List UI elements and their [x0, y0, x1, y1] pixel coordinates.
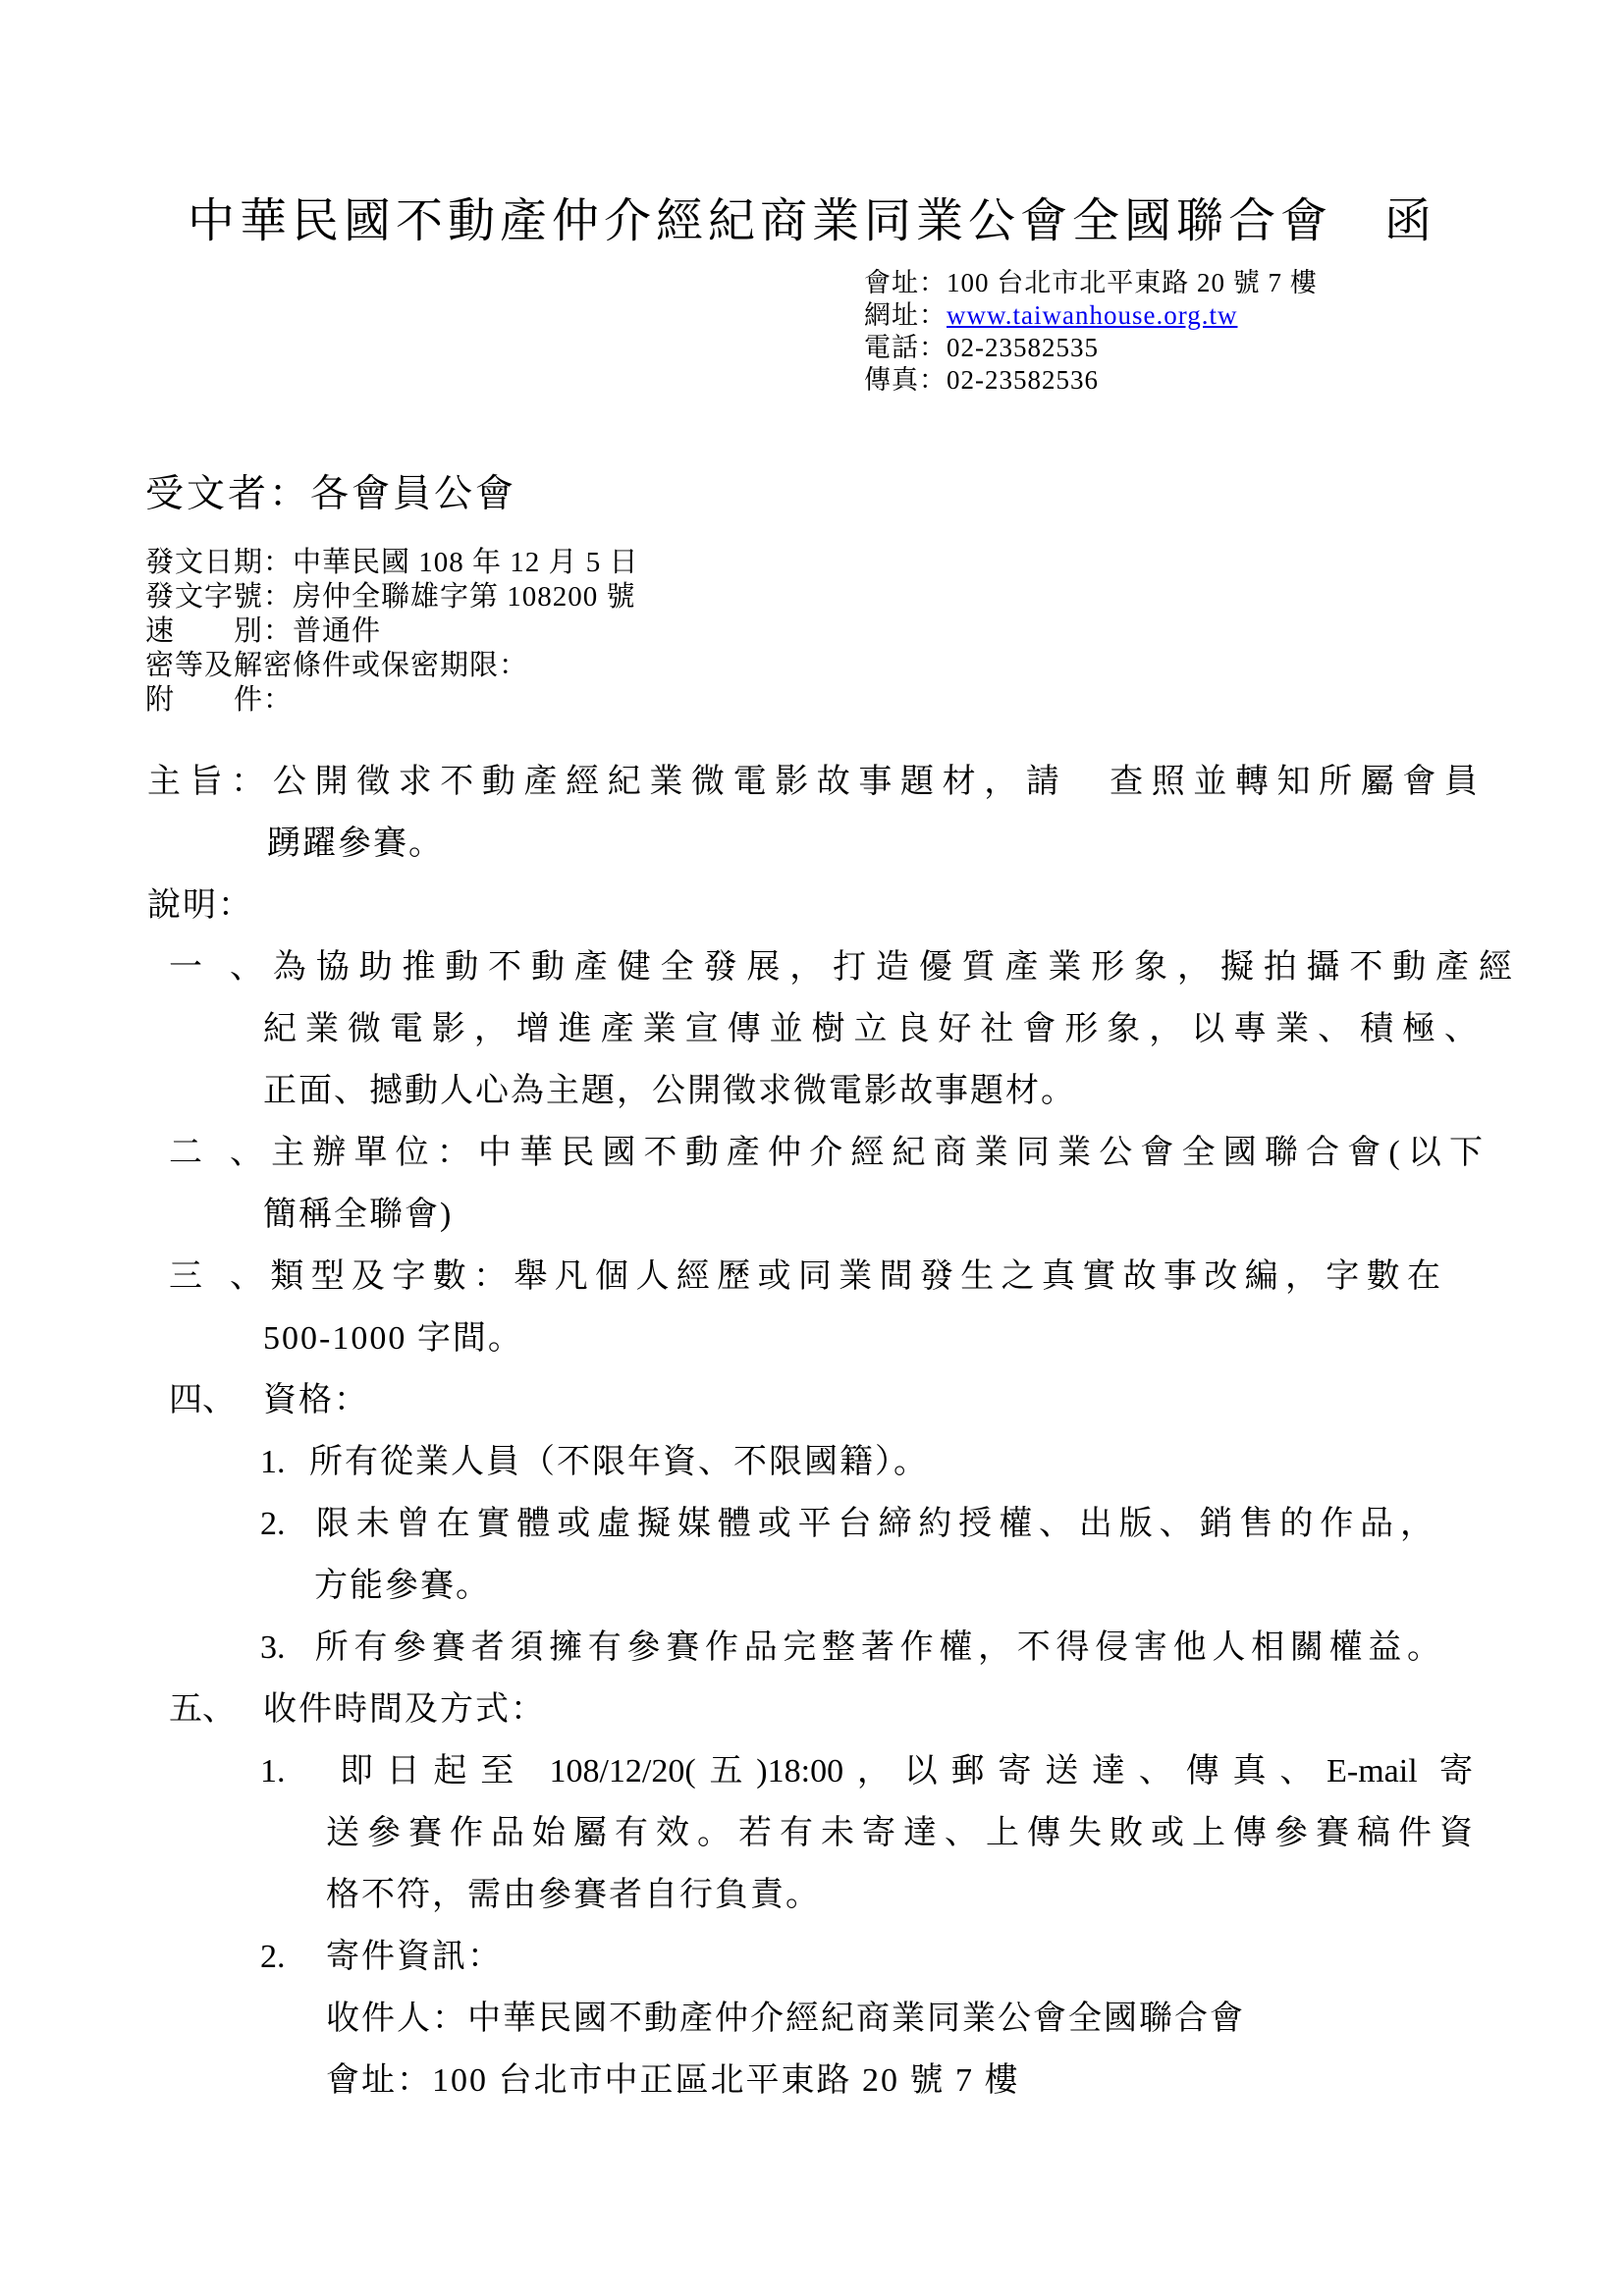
item3-number: 三、: [169, 1258, 263, 1295]
subject-line-1: [147, 751, 1478, 813]
issuer-fax: 傳真：02-23582536: [864, 365, 1099, 395]
issuer-phone: 電話：02-23582535: [864, 333, 1099, 362]
item3-text-1: 類型及字數：舉凡個人經歷或同業間發生之真實故事改編，字數在: [263, 1258, 1440, 1295]
item1-line-2: 紀業微電影，增進產業宣傳並樹立良好社會形象，以專業、積極、: [263, 1011, 1478, 1047]
subject-text: 公開徵求不動產經紀業微電影故事題材，請 查照並轉知所屬會員: [272, 764, 1479, 800]
item3-line-2: 500-1000 字間。: [263, 1320, 523, 1357]
item4-sub3-line-1: [260, 1617, 1440, 1679]
item4-sub1-number: 1.: [260, 1444, 286, 1480]
item5-heading: [169, 1679, 1624, 1740]
website-link[interactable]: www.taiwanhouse.org.tw: [947, 300, 1238, 330]
item4-sub1-text: 所有從業人員（不限年資、不限國籍）。: [309, 1444, 929, 1480]
item5-sub2-heading-text: 寄件資訊：: [326, 1939, 503, 1975]
item4-sub3-number: 3.: [260, 1629, 286, 1666]
issuer-contact-block: [864, 267, 1318, 397]
issuer-website-row: [864, 299, 1318, 332]
issuer-address: 會址：100 台北市北平東路 20 號 7 樓: [864, 268, 1318, 297]
item2-number: 二、: [169, 1135, 263, 1171]
subject-line-2: 踴躍參賽。: [267, 826, 444, 862]
item3-line-1: [169, 1246, 1440, 1308]
doc-meta-block: [145, 546, 639, 718]
item4-sub2-line-1: [260, 1493, 1434, 1555]
item4-sub2-text-1: 限未曾在實體或虛擬媒體或平台締約授權、出版、銷售的作品，: [309, 1506, 1434, 1542]
item2-line-1: [169, 1122, 1483, 1184]
item5-sub1-text-1: 即日起至 108/12/20(五)18:00，以郵寄送達、傳真、E-mail 寄: [326, 1753, 1473, 1789]
item4-sub1-line-1: [260, 1431, 1624, 1493]
item4-sub2-number: 2.: [260, 1506, 286, 1542]
item5-sub1-line-2: 送參賽作品始屬有效。若有未寄達、上傳失敗或上傳參賽稿件資: [326, 1815, 1473, 1851]
item5-heading-text: 收件時間及方式：: [263, 1691, 546, 1728]
speed-class: 速 別：普通件: [145, 615, 382, 647]
attachment: 附 件：: [145, 684, 294, 716]
item1-number: 一、: [169, 949, 263, 986]
subject-label: 主旨：: [147, 764, 273, 800]
item5-sub2-number: 2.: [260, 1939, 286, 1975]
letter-title: 中華民國不動產仲介經紀商業同業公會全國聯合會 函: [187, 195, 1436, 247]
item4-heading-text: 資格：: [263, 1382, 369, 1418]
explanation-label: 說明：: [147, 887, 253, 924]
item1-text-1: 為協助推動不動產健全發展，打造優質產業形象，擬拍攝不動產經: [263, 949, 1512, 986]
item5-sub1-number: 1.: [260, 1753, 286, 1789]
letter-body: [0, 751, 1624, 2111]
item2-text-1: 主辦單位：中華民國不動產仲介經紀商業同業公會全國聯合會(以下: [263, 1135, 1483, 1171]
item5-sub2-heading: [260, 1926, 1624, 1988]
item4-sub3-text: 所有參賽者須擁有參賽作品完整著作權，不得侵害他人相關權益。: [309, 1629, 1440, 1666]
item4-heading: [169, 1369, 1624, 1431]
item2-line-2: 簡稱全聯會): [263, 1197, 454, 1233]
item1-line-1: [169, 936, 1512, 998]
issue-date: 發文日期：中華民國 108 年 12 月 5 日: [145, 547, 639, 578]
item4-number: 四、: [169, 1382, 236, 1418]
security-class: 密等及解密條件或保密期限：: [145, 650, 529, 681]
recipient-line: 受文者：各會員公會: [145, 473, 517, 515]
item5-number: 五、: [169, 1691, 236, 1728]
item5-sub2-address-line: 會址：100 台北市中正區北平東路 20 號 7 樓: [326, 2062, 1020, 2099]
item1-line-3: 正面、撼動人心為主題，公開徵求微電影故事題材。: [263, 1073, 1076, 1109]
item5-sub1-line-3: 格不符，需由參賽者自行負責。: [326, 1877, 821, 1913]
item4-sub2-line-2: 方能參賽。: [314, 1568, 491, 1604]
item5-sub1-line-1: [260, 1740, 1473, 1802]
website-label: 網址：: [864, 300, 947, 330]
doc-number: 發文字號：房仲全聯雄字第 108200 號: [145, 581, 636, 613]
item5-sub2-recipient-line: 收件人：中華民國不動產仲介經紀商業同業公會全國聯合會: [326, 2001, 1245, 2037]
